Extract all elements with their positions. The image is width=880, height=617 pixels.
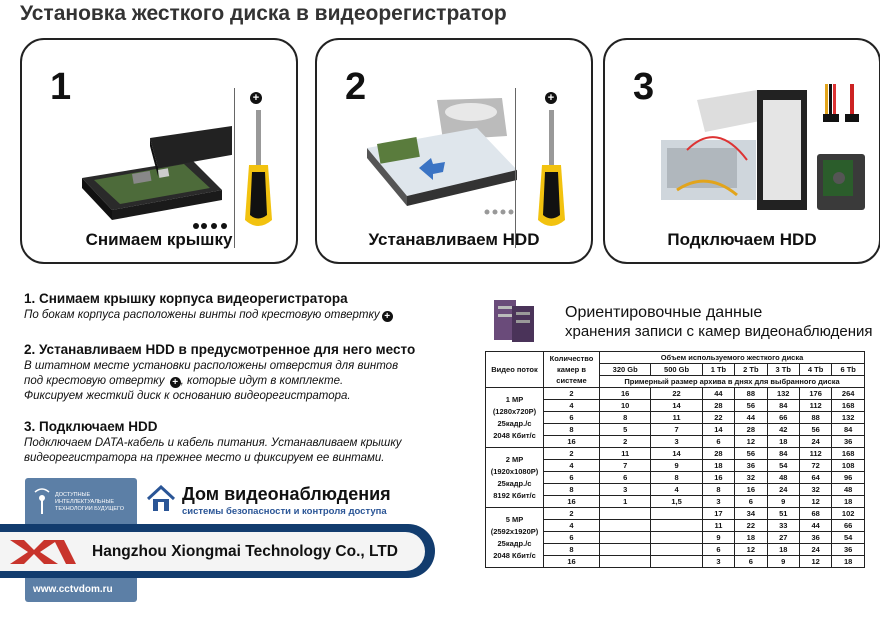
archive-days	[651, 544, 702, 556]
card-label: Снимаем крышку	[85, 230, 233, 249]
archive-days: 96	[832, 472, 865, 484]
archive-days	[600, 508, 651, 520]
step-2-text-line-1: В штатном месте установки расположены отверстия для винтов	[24, 360, 399, 372]
dvr-hdd-install-image	[357, 88, 532, 228]
archive-days: 18	[767, 544, 799, 556]
archive-days: 7	[600, 460, 651, 472]
archive-days: 66	[832, 520, 865, 532]
archive-days: 66	[767, 412, 799, 424]
archive-days: 12	[735, 436, 767, 448]
header-size: 6 Tb	[832, 364, 865, 376]
stream-label: 5 MP (2592x1920P) 25кадр./с 2048 Кбит/с	[486, 508, 544, 568]
archive-days: 44	[735, 412, 767, 424]
archive-days: 18	[832, 496, 865, 508]
archive-days: 27	[767, 532, 799, 544]
step-1-heading: 1. Снимаем крышку корпуса видеорегистратора	[24, 291, 348, 306]
company-name: Hangzhou Xiongmai Technology Co., LTD	[92, 543, 398, 560]
archive-days: 6	[702, 544, 734, 556]
archive-days: 72	[799, 460, 831, 472]
archive-days: 176	[799, 388, 831, 400]
archive-days	[600, 532, 651, 544]
table-row	[486, 388, 865, 400]
archive-days: 36	[735, 460, 767, 472]
archive-days: 24	[799, 436, 831, 448]
archive-days: 3	[600, 484, 651, 496]
xm-logo-icon	[10, 540, 76, 564]
table-title-line-1: Ориентировочные данные	[565, 304, 763, 321]
archive-days: 8	[702, 484, 734, 496]
archive-days: 132	[767, 388, 799, 400]
header-size: 3 Tb	[767, 364, 799, 376]
camera-count: 2	[544, 388, 600, 400]
archive-days: 54	[767, 460, 799, 472]
archive-days: 3	[702, 496, 734, 508]
card-number: 1	[50, 66, 72, 108]
header-size: 4 Tb	[799, 364, 831, 376]
archive-days: 6	[702, 436, 734, 448]
logo-tagline: ДОСТУПНЫЕ ИНТЕЛЛЕКТУАЛЬНЫЕ ТЕХНОЛОГИИ БУДУЩЕГО	[55, 492, 124, 512]
step-2-heading: 2. Устанавливаем HDD в предусмотренное для него место	[24, 342, 416, 357]
archive-days: 14	[651, 448, 702, 460]
page-title: Установка жесткого диска в видеорегистратор	[20, 2, 507, 25]
stream-label: 2 MP (1920x1080P) 25кадр./с 8192 Кбит/с	[486, 448, 544, 508]
archive-days: 18	[702, 460, 734, 472]
archive-days: 11	[651, 412, 702, 424]
hdd-connect-image	[657, 80, 807, 220]
card-number: 3	[633, 66, 655, 108]
archive-days: 44	[799, 520, 831, 532]
site-url: www.cctvdom.ru	[33, 584, 113, 595]
archive-days: 54	[832, 532, 865, 544]
archive-days: 18	[832, 556, 865, 568]
storage-table	[485, 351, 865, 568]
step-card-3	[603, 38, 880, 264]
camera-count: 8	[544, 424, 600, 436]
archive-days: 84	[832, 424, 865, 436]
archive-days: 56	[735, 448, 767, 460]
archive-days: 6	[735, 496, 767, 508]
archive-days: 24	[799, 544, 831, 556]
archive-days: 34	[735, 508, 767, 520]
step-2-text-line-2: под крестовую отвертку + , которые идут в комплекте.	[24, 375, 344, 388]
archive-days: 6	[735, 556, 767, 568]
archive-days: 9	[702, 532, 734, 544]
archive-days: 132	[832, 412, 865, 424]
antenna-icon	[31, 488, 53, 516]
camera-count: 6	[544, 472, 600, 484]
archive-days: 36	[799, 532, 831, 544]
camera-count: 16	[544, 556, 600, 568]
archive-days: 5	[600, 424, 651, 436]
table-title-line-2: хранения записи с камер видеонаблюдения	[565, 323, 873, 340]
sata-cable-image	[817, 84, 867, 139]
phillips-small-icon: +	[382, 311, 393, 322]
camera-count: 16	[544, 436, 600, 448]
header-archive-days: Примерный размер архива в днях для выбранного диска	[600, 376, 865, 388]
table-row	[486, 508, 865, 520]
archive-days: 14	[651, 400, 702, 412]
archive-days: 32	[799, 484, 831, 496]
screwdriver-icon	[234, 110, 284, 230]
header-volume: Объем используемого жесткого диска	[600, 352, 865, 364]
camera-count: 4	[544, 520, 600, 532]
archive-days: 18	[735, 532, 767, 544]
archive-days: 12	[735, 544, 767, 556]
archive-days: 84	[767, 400, 799, 412]
archive-days: 2	[600, 436, 651, 448]
header-size: 1 Tb	[702, 364, 734, 376]
step-card-2	[315, 38, 593, 264]
archive-days: 36	[832, 544, 865, 556]
archive-days: 42	[767, 424, 799, 436]
archive-days: 12	[799, 496, 831, 508]
step-1-text: По бокам корпуса расположены винты под крестовую отвертку +	[24, 308, 393, 323]
archive-days: 28	[735, 424, 767, 436]
archive-days: 168	[832, 400, 865, 412]
archive-days: 33	[767, 520, 799, 532]
screwdriver-icon	[527, 110, 577, 230]
house-icon	[146, 485, 176, 513]
phillips-icon: +	[250, 92, 262, 104]
archive-days: 36	[832, 436, 865, 448]
camera-count: 8	[544, 484, 600, 496]
archive-days: 8	[600, 412, 651, 424]
card-number: 2	[345, 66, 367, 108]
table-header-row	[486, 352, 865, 364]
archive-days: 44	[702, 388, 734, 400]
archive-days: 28	[702, 448, 734, 460]
archive-days: 112	[799, 448, 831, 460]
archive-days: 68	[799, 508, 831, 520]
archive-days	[651, 508, 702, 520]
archive-days: 9	[651, 460, 702, 472]
stream-label: 1 MP (1280x720P) 25кадр./с 2048 Кбит/с	[486, 388, 544, 448]
archive-days: 88	[799, 412, 831, 424]
phillips-icon: +	[545, 92, 557, 104]
archive-days: 17	[702, 508, 734, 520]
archive-days: 48	[832, 484, 865, 496]
archive-days	[600, 544, 651, 556]
archive-days: 16	[702, 472, 734, 484]
archive-days: 56	[735, 400, 767, 412]
archive-days: 6	[600, 472, 651, 484]
archive-days: 264	[832, 388, 865, 400]
card-divider	[515, 88, 516, 248]
archive-days: 64	[799, 472, 831, 484]
phillips-small-icon: +	[170, 377, 181, 388]
header-size: 2 Tb	[735, 364, 767, 376]
header-cams: Количество камер в системе	[544, 352, 600, 388]
dvr-open-image	[72, 98, 232, 238]
camera-count: 16	[544, 496, 600, 508]
archive-days	[600, 556, 651, 568]
archive-days: 14	[702, 424, 734, 436]
step-3-heading: 3. Подключаем HDD	[24, 419, 158, 434]
archive-days: 22	[735, 520, 767, 532]
archive-days: 108	[832, 460, 865, 472]
camera-count: 6	[544, 532, 600, 544]
archive-days: 10	[600, 400, 651, 412]
archive-days: 84	[767, 448, 799, 460]
header-size: 500 Gb	[651, 364, 702, 376]
camera-count: 4	[544, 460, 600, 472]
camera-count: 6	[544, 412, 600, 424]
hdd-image	[815, 152, 867, 212]
camera-count: 2	[544, 448, 600, 460]
table-row	[486, 448, 865, 460]
archive-days	[651, 520, 702, 532]
archive-days: 18	[767, 436, 799, 448]
step-3-text-line-1: Подключаем DATA-кабель и кабель питания. Устанавливаем крышку	[24, 437, 402, 449]
archive-days: 16	[735, 484, 767, 496]
archive-days	[651, 556, 702, 568]
archive-days	[651, 532, 702, 544]
archive-days: 1	[600, 496, 651, 508]
archive-days: 8	[651, 472, 702, 484]
archive-days: 1,5	[651, 496, 702, 508]
archive-days: 112	[799, 400, 831, 412]
header-stream: Видео поток	[486, 352, 544, 388]
camera-count: 4	[544, 400, 600, 412]
archive-days: 7	[651, 424, 702, 436]
archive-days: 32	[735, 472, 767, 484]
archive-days: 88	[735, 388, 767, 400]
archive-days	[600, 520, 651, 532]
step-3-text-line-2: видеорегистратора на прежнее место и фиксируем ее винтами.	[24, 452, 385, 464]
archive-days: 22	[651, 388, 702, 400]
archive-days: 56	[799, 424, 831, 436]
card-label: Подключаем HDD	[667, 230, 817, 249]
archive-days: 48	[767, 472, 799, 484]
archive-days: 24	[767, 484, 799, 496]
archive-days: 11	[702, 520, 734, 532]
step-card-1	[20, 38, 298, 264]
archive-days: 9	[767, 556, 799, 568]
archive-days: 102	[832, 508, 865, 520]
archive-days: 12	[799, 556, 831, 568]
archive-days: 11	[600, 448, 651, 460]
archive-days: 4	[651, 484, 702, 496]
archive-days: 51	[767, 508, 799, 520]
archive-days: 22	[702, 412, 734, 424]
camera-count: 2	[544, 508, 600, 520]
archive-days: 28	[702, 400, 734, 412]
brand-subtitle: системы безопасности и контроля доступа	[182, 506, 387, 517]
archive-days: 9	[767, 496, 799, 508]
brand-name: Дом видеонаблюдения	[182, 484, 391, 504]
archive-days: 16	[600, 388, 651, 400]
server-rack-icon	[486, 296, 540, 346]
step-2-text-line-3: Фиксируем жесткий диск к основанию видеорегистратора.	[24, 390, 351, 402]
camera-count: 8	[544, 544, 600, 556]
archive-days: 3	[702, 556, 734, 568]
archive-days: 3	[651, 436, 702, 448]
header-size: 320 Gb	[600, 364, 651, 376]
archive-days: 168	[832, 448, 865, 460]
card-label: Устанавливаем HDD	[368, 230, 540, 249]
